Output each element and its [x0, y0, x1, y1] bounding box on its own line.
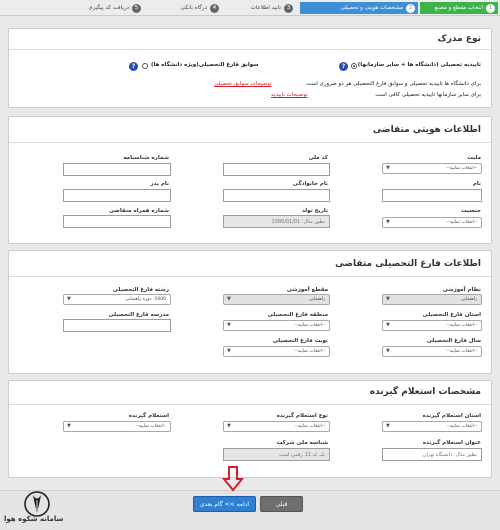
degree-option-records-label[interactable]: سوابق فارغ التحصیلی(ویژه دانشگاه ها) [151, 62, 259, 68]
step-3[interactable] [228, 2, 296, 14]
inquirer-select[interactable] [63, 421, 171, 432]
chevron-down-icon: ▼ [386, 219, 390, 225]
graduation-field-select[interactable] [63, 294, 171, 305]
divider [9, 276, 491, 277]
phone-label: شماره همراه متقاضی [108, 208, 169, 214]
graduation-school-input[interactable] [63, 319, 171, 332]
logo-text: سامانه شکوه هوا [4, 515, 64, 523]
graduation-turn-value: --انتخاب نمایید-- [294, 349, 325, 354]
graduation-region-select[interactable] [223, 320, 330, 331]
graduation-year-value: --انتخاب نمایید-- [446, 349, 477, 354]
birth-date-label: تاریخ تولد [302, 208, 328, 214]
inquirer-type-select[interactable] [223, 421, 330, 432]
identity-title: اطلاعات هویتی متقاضی [372, 125, 481, 135]
chevron-down-icon: ▼ [386, 322, 390, 328]
inquirer-type-label: نوع استعلام گیرنده [276, 413, 328, 419]
inquirer-name-label: عنوان استعلام گیرنده [422, 440, 481, 446]
chevron-down-icon: ▼ [67, 423, 71, 429]
first-name-input[interactable] [382, 189, 482, 202]
chevron-down-icon: ▼ [227, 296, 231, 302]
graduation-year-select[interactable] [382, 346, 482, 357]
degree-note-universities: برای دانشگاه ها تاییدیه تحصیلی و سوابق فارغ التحصیلی هر دو ضروری است [306, 81, 481, 87]
identity-panel [8, 116, 492, 244]
birth-date-input[interactable]: بطور مثال: 1380/01/01 [223, 215, 330, 228]
graduation-region-label: منطقه فارغ التحصیلی [267, 312, 328, 318]
nationality-select[interactable] [382, 163, 482, 174]
first-name-label: نام [472, 181, 481, 187]
wizard-steps [0, 0, 500, 16]
nationality-label: ملیت [467, 155, 481, 161]
step-5-number: 5 [132, 4, 141, 13]
graduation-field-label: رشته فارغ التحصیلی [112, 287, 169, 293]
step-2[interactable] [300, 2, 418, 14]
inquirer-province-value: --انتخاب نمایید-- [446, 424, 477, 429]
graduation-panel [8, 250, 492, 374]
link-confirmation-help[interactable]: توضیحات تاییدیه [271, 92, 308, 98]
step-5-label: دریافت کد پیگیری [88, 5, 129, 11]
gender-label: جنسیت [461, 208, 481, 214]
step-5[interactable] [60, 2, 144, 14]
inquirer-province-label: استان استعلام گیرنده [422, 413, 481, 419]
divider [9, 49, 491, 50]
inquirer-select-value: --انتخاب نمایید-- [135, 424, 166, 429]
education-system-label: نظام آموزشی [442, 287, 481, 293]
company-id-label: شناسه ملی شرکت [276, 440, 328, 446]
education-level-label: مقطع آموزشی [286, 287, 328, 293]
graduation-turn-label: نوبت فارغ التحصیلی [272, 338, 328, 344]
national-code-label: کد ملی [308, 155, 328, 161]
step-1-number: 1 [486, 4, 495, 13]
inquirer-title: مشخصات استعلام گیرنده [369, 387, 481, 397]
inquirer-label: استعلام گیرنده [128, 413, 169, 419]
step-2-label: مشخصات هویتی و تحصیلی [340, 5, 403, 11]
graduation-school-label: مدرسه فارغ التحصیلی [108, 312, 169, 318]
degree-type-panel [8, 28, 492, 108]
arrow-down-icon [222, 466, 244, 492]
step-3-number: 3 [284, 4, 293, 13]
chevron-down-icon: ▼ [386, 165, 390, 171]
graduation-year-label: سال فارغ التحصیلی [426, 338, 481, 344]
father-name-label: نام پدر [150, 181, 169, 187]
inquirer-province-select[interactable] [382, 421, 482, 432]
graduation-province-label: استان فارغ التحصیلی [422, 312, 481, 318]
last-name-input[interactable] [223, 189, 330, 202]
chevron-down-icon: ▼ [386, 348, 390, 354]
step-1-label: انتخاب مقطع و مصنع [434, 5, 483, 11]
chevron-down-icon: ▼ [386, 296, 390, 302]
step-4-number: 4 [210, 4, 219, 13]
chevron-down-icon: ▼ [386, 423, 390, 429]
next-step-button[interactable]: ادامه >> گام بعدی [193, 496, 256, 512]
gender-select[interactable] [382, 217, 482, 228]
divider [9, 404, 491, 405]
inquirer-panel [8, 380, 492, 478]
degree-note-organizations: برای سایر سازمانها تاییدیه تحصیلی کافی است [375, 92, 481, 98]
chevron-down-icon: ▼ [227, 322, 231, 328]
step-4-label: درگاه بانکی [180, 5, 207, 11]
logo-icon [6, 490, 68, 530]
graduation-region-value: --انتخاب نمایید-- [294, 323, 325, 328]
id-number-label: شماره شناسنامه [123, 155, 169, 161]
graduation-province-select[interactable] [382, 320, 482, 331]
step-4[interactable] [150, 2, 222, 14]
degree-type-title: نوع مدرک [437, 34, 481, 44]
previous-button[interactable]: قبلی [260, 496, 303, 512]
step-3-label: تایید اطلاعات [250, 5, 281, 11]
inquirer-type-value: --انتخاب نمایید-- [294, 424, 325, 429]
graduation-title: اطلاعات فارغ التحصیلی متقاضی [335, 259, 481, 269]
chevron-down-icon: ▼ [227, 348, 231, 354]
graduation-field-value: 1000- دوره راهنمایی [125, 297, 166, 302]
graduation-turn-select[interactable] [223, 346, 330, 357]
last-name-label: نام خانوادگی [292, 181, 328, 187]
link-records-help[interactable]: توضیحات سوابق تحصیلی [214, 81, 272, 87]
education-level-value: راهنمایی [308, 297, 325, 302]
education-system-select[interactable] [382, 294, 482, 305]
degree-option-records-radio[interactable] [142, 63, 148, 69]
divider [9, 142, 491, 143]
degree-option-confirmation-label[interactable]: تاییدیه تحصیلی (دانشگاه ها + سایر سازمانها) [357, 62, 481, 68]
nationality-select-value: --انتخاب نمایید-- [446, 166, 477, 171]
chevron-down-icon: ▼ [227, 423, 231, 429]
step-1[interactable] [420, 2, 498, 14]
gender-select-value: --انتخاب نمایید-- [446, 220, 477, 225]
inquirer-name-input[interactable]: بطور مثال: دانشگاه تهران [382, 448, 482, 461]
education-system-value: راهنمایی [460, 297, 477, 302]
phone-input[interactable] [63, 215, 171, 228]
graduation-province-value: --انتخاب نمایید-- [446, 323, 477, 328]
degree-option-confirmation-radio[interactable] [351, 63, 357, 69]
help-icon[interactable]: ? [339, 62, 348, 71]
national-code-input[interactable] [223, 163, 330, 176]
education-level-select[interactable] [223, 294, 330, 305]
id-number-input[interactable] [63, 163, 171, 176]
step-2-number: 2 [406, 4, 415, 13]
father-name-input[interactable] [63, 189, 171, 202]
help-icon-2[interactable]: ? [129, 62, 138, 71]
company-id-input[interactable]: یک کد 11 رقمی است [223, 448, 330, 461]
chevron-down-icon: ▼ [67, 296, 71, 302]
